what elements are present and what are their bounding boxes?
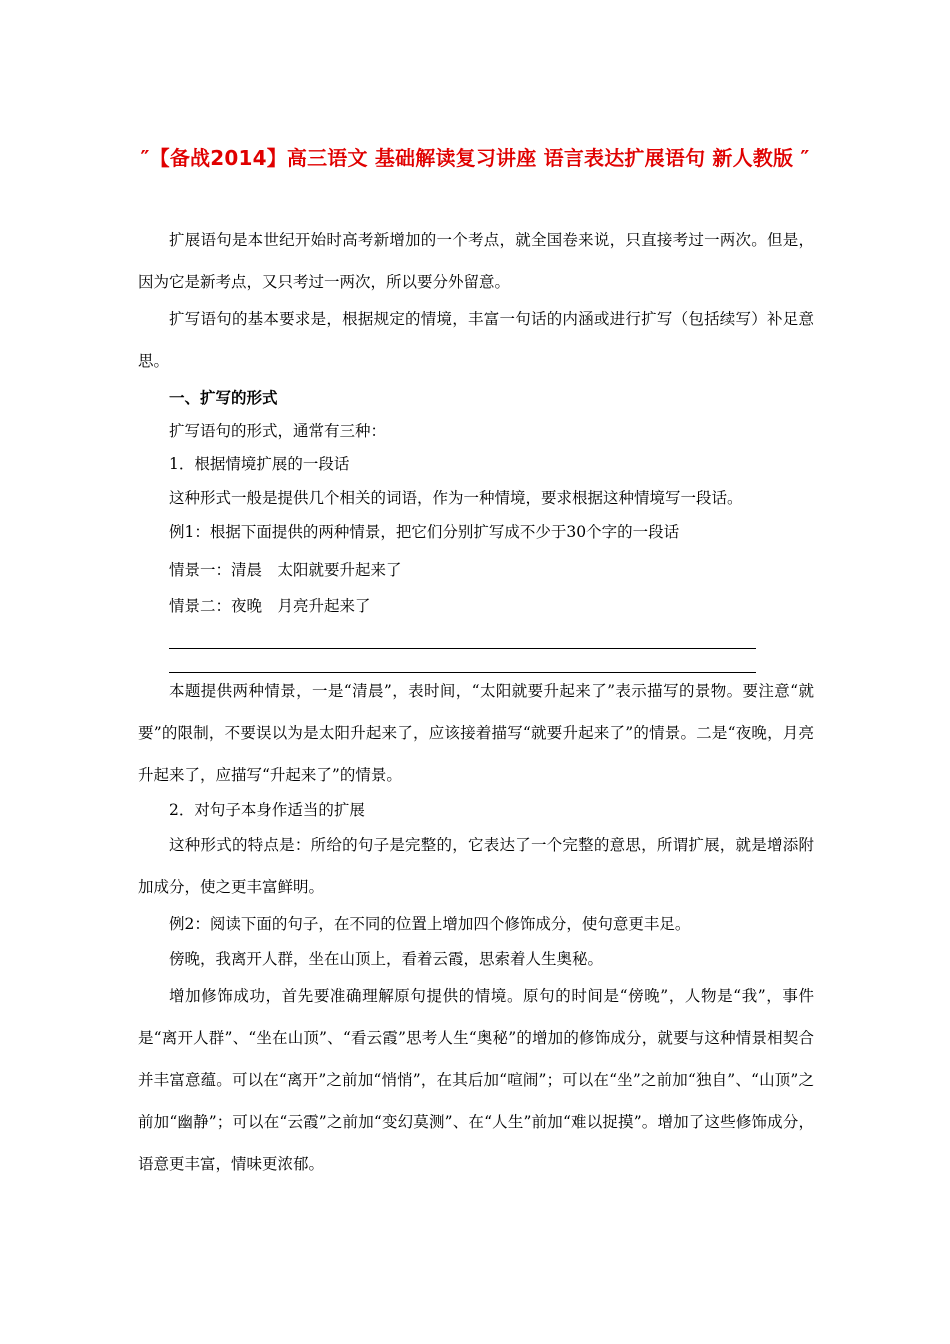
example-2-sentence: 傍晚，我离开人群，坐在山顶上，看着云霞，思索着人生奥秘。 bbox=[169, 950, 604, 968]
paragraph-form-2-desc: 这种形式的特点是：所给的句子是完整的，它表达了一个完整的意思，所谓扩展，就是增添附加成分，使之更丰富鲜明。 bbox=[138, 836, 814, 896]
section-heading: 一、扩写的形式 bbox=[169, 389, 278, 407]
document-title: ″【备战2014】高三语文 基础解读复习讲座 语言表达扩展语句 新人教版 ″ bbox=[140, 146, 810, 170]
subheading-form-1: 1．根据情境扩展的一段话 bbox=[169, 455, 350, 473]
example-1-prompt: 例1：根据下面提供的两种情景，把它们分别扩写成不少于30个字的一段话 bbox=[169, 523, 680, 541]
scene-two: 情景二：夜晚 月亮升起来了 bbox=[169, 597, 371, 615]
paragraph-requirement: 扩写语句的基本要求是，根据规定的情境，丰富一句话的内涵或进行扩写（包括续写）补足意思。 bbox=[138, 310, 814, 370]
paragraph-forms: 扩写语句的形式，通常有三种： bbox=[169, 422, 387, 440]
answer-line bbox=[169, 648, 756, 649]
paragraph-intro: 扩展语句是本世纪开始时高考新增加的一个考点，就全国卷来说，只直接考过一两次。但是，因为它是新考点，又只考过一两次，所以要分外留意。 bbox=[138, 231, 814, 291]
paragraph-example-2-analysis: 增加修饰成功，首先要准确理解原句提供的情境。原句的时间是“傍晚”，人物是“我”，事件是“离开人群”、“坐在山顶”、“看云霞”思考人生“奥秘”的增加的修饰成分，就要与这种情景相契合并丰富意蕴。可以在“离开”之前加“悄悄”，在其后加“喧闹”；可以在“坐”之前加“独自”、“山顶”之前加“幽静”；可以在“云霞”之前加“变幻莫测”、在“人生”前加“难以捉摸”。增加了这些修饰成分，语意更丰富，情味更浓郁。 bbox=[138, 987, 814, 1173]
example-2-prompt: 例2：阅读下面的句子，在不同的位置上增加四个修饰成分，使句意更丰足。 bbox=[169, 915, 691, 933]
paragraph-form-1-desc: 这种形式一般是提供几个相关的词语，作为一种情境，要求根据这种情境写一段话。 bbox=[169, 489, 743, 507]
paragraph-example-1-analysis: 本题提供两种情景，一是“清晨”，表时间，“太阳就要升起来了”表示描写的景物。要注意“就要”的限制，不要误以为是太阳升起来了，应该接着描写“就要升起来了”的情景。二是“夜晚，月亮升起来了，应描写“升起来了”的情景。 bbox=[138, 682, 814, 784]
scene-one: 情景一：清晨 太阳就要升起来了 bbox=[169, 561, 402, 579]
subheading-form-2: 2．对句子本身作适当的扩展 bbox=[169, 801, 365, 819]
